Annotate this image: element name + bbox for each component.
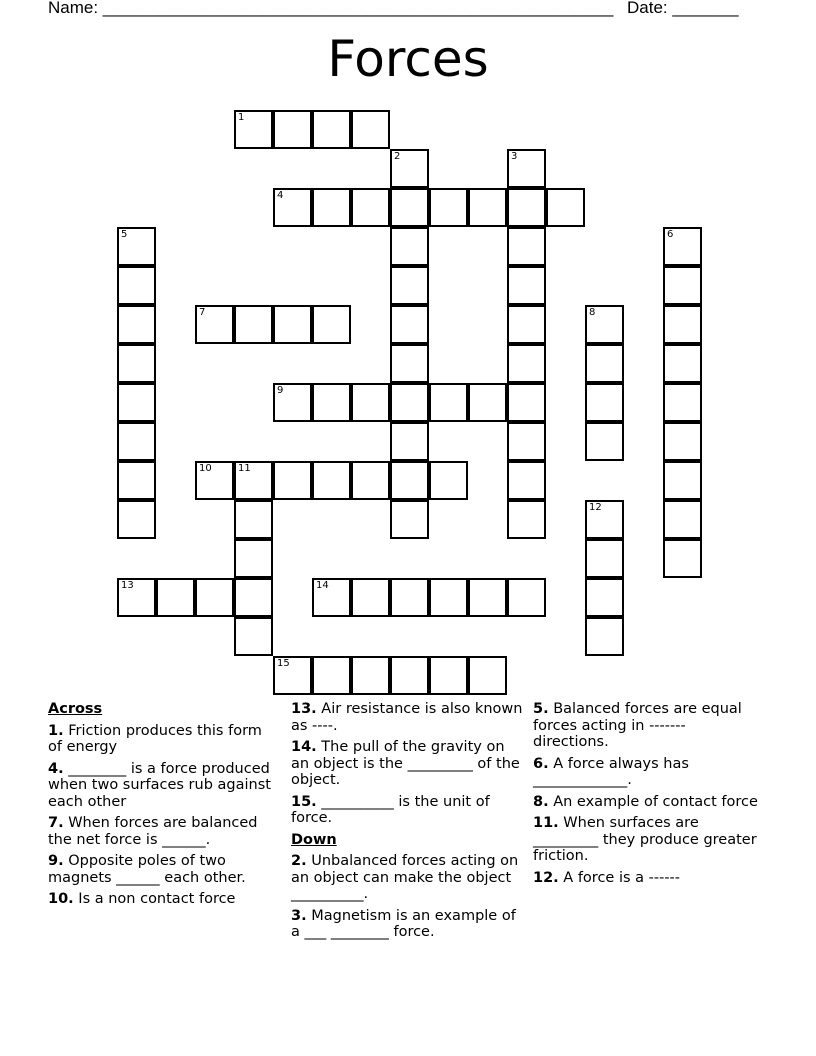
crossword-cell[interactable] bbox=[117, 266, 156, 305]
crossword-cell[interactable] bbox=[468, 383, 507, 422]
crossword-cell[interactable] bbox=[234, 110, 273, 149]
crossword-cell[interactable] bbox=[390, 149, 429, 188]
crossword-cell[interactable] bbox=[468, 188, 507, 227]
crossword-cell[interactable] bbox=[507, 149, 546, 188]
clue-number: 2 bbox=[394, 151, 401, 162]
clue-item-text: An example of contact force bbox=[548, 793, 758, 810]
clue-item-number: 15. bbox=[291, 793, 317, 810]
crossword-cell[interactable] bbox=[507, 227, 546, 266]
crossword-cell[interactable] bbox=[390, 656, 429, 695]
clue-number: 6 bbox=[667, 229, 674, 240]
clue-item-number: 3. bbox=[291, 907, 307, 924]
clue-item-number: 12. bbox=[533, 869, 559, 886]
crossword-cell[interactable] bbox=[390, 461, 429, 500]
clue-item-text: A force is a ------ bbox=[558, 869, 681, 886]
crossword-cell[interactable] bbox=[429, 578, 468, 617]
crossword-cell[interactable] bbox=[156, 578, 195, 617]
crossword-cell[interactable] bbox=[117, 578, 156, 617]
crossword-cell[interactable] bbox=[585, 344, 624, 383]
crossword-cell[interactable] bbox=[546, 188, 585, 227]
crossword-cell[interactable] bbox=[429, 188, 468, 227]
clue-number: 1 bbox=[238, 112, 245, 123]
clue-item-text: A force always has _____________. bbox=[533, 755, 689, 788]
clue-item-number: 10. bbox=[48, 891, 74, 907]
crossword-cell[interactable] bbox=[390, 383, 429, 422]
crossword-cell[interactable] bbox=[390, 188, 429, 227]
crossword-cell[interactable] bbox=[390, 578, 429, 617]
clue-number: 14 bbox=[316, 580, 329, 591]
crossword-cell[interactable] bbox=[351, 188, 390, 227]
crossword-cell[interactable] bbox=[117, 227, 156, 266]
crossword-cell[interactable] bbox=[117, 344, 156, 383]
clue-item-number: 11. bbox=[533, 815, 559, 831]
crossword-cell[interactable] bbox=[117, 422, 156, 461]
crossword-cell[interactable] bbox=[663, 500, 702, 539]
crossword-cell[interactable] bbox=[507, 305, 546, 344]
clue-item-text: Unbalanced forces acting on an object can make the object __________. bbox=[291, 853, 519, 902]
clue-item-number: 6. bbox=[533, 755, 549, 772]
clue-item bbox=[291, 739, 523, 789]
crossword-cell[interactable] bbox=[429, 656, 468, 695]
clue-item-text: The pull of the gravity on an object is the _________ of the object. bbox=[291, 739, 520, 788]
clue-item-text: Balanced forces are equal forces acting in ------- directions. bbox=[533, 701, 742, 750]
clue-item bbox=[291, 853, 523, 903]
crossword-cell[interactable] bbox=[195, 305, 234, 344]
crossword-cell[interactable] bbox=[507, 578, 546, 617]
clue-item-number: 1. bbox=[48, 722, 64, 739]
clue-item bbox=[291, 908, 523, 941]
clues-column-3 bbox=[533, 701, 765, 891]
clue-item bbox=[291, 794, 523, 827]
clue-item bbox=[533, 815, 765, 865]
crossword-cell[interactable] bbox=[234, 461, 273, 500]
crossword-cell[interactable] bbox=[273, 383, 312, 422]
clue-item-text: __________ is the unit of force. bbox=[291, 793, 490, 826]
crossword-cell[interactable] bbox=[507, 266, 546, 305]
crossword-cell[interactable] bbox=[507, 422, 546, 461]
crossword-cell[interactable] bbox=[390, 266, 429, 305]
clue-item bbox=[48, 815, 280, 848]
crossword-cell[interactable] bbox=[585, 422, 624, 461]
crossword-cell[interactable] bbox=[312, 461, 351, 500]
crossword-cell[interactable] bbox=[663, 266, 702, 305]
crossword-cell[interactable] bbox=[585, 539, 624, 578]
date-field[interactable]: Date: _______ bbox=[627, 0, 739, 17]
crossword-cell[interactable] bbox=[195, 578, 234, 617]
clue-item-text: Opposite poles of two magnets ______ each other. bbox=[48, 853, 246, 886]
crossword-cell[interactable] bbox=[273, 461, 312, 500]
crossword-cell[interactable] bbox=[429, 383, 468, 422]
crossword-cell[interactable] bbox=[585, 578, 624, 617]
clue-item bbox=[291, 701, 523, 734]
crossword-cell[interactable] bbox=[585, 617, 624, 656]
clue-number: 15 bbox=[277, 658, 290, 669]
clue-number: 10 bbox=[199, 463, 212, 474]
crossword-cell[interactable] bbox=[117, 305, 156, 344]
crossword-cell[interactable] bbox=[312, 110, 351, 149]
crossword-cell[interactable] bbox=[273, 305, 312, 344]
crossword-cell[interactable] bbox=[312, 578, 351, 617]
crossword-cell[interactable] bbox=[390, 500, 429, 539]
crossword-cell[interactable] bbox=[507, 500, 546, 539]
crossword-cell[interactable] bbox=[273, 656, 312, 695]
clue-item-number: 9. bbox=[48, 853, 64, 869]
crossword-cell[interactable] bbox=[390, 422, 429, 461]
across-heading: Across bbox=[48, 701, 103, 717]
crossword-cell[interactable] bbox=[663, 344, 702, 383]
crossword-cell[interactable] bbox=[663, 422, 702, 461]
clue-number: 11 bbox=[238, 463, 251, 474]
crossword-cell[interactable] bbox=[273, 188, 312, 227]
crossword-cell[interactable] bbox=[507, 344, 546, 383]
crossword-cell[interactable] bbox=[351, 383, 390, 422]
crossword-cell[interactable] bbox=[390, 344, 429, 383]
crossword-cell[interactable] bbox=[663, 383, 702, 422]
crossword-cell[interactable] bbox=[507, 188, 546, 227]
crossword-cell[interactable] bbox=[468, 578, 507, 617]
crossword-cell[interactable] bbox=[234, 539, 273, 578]
clue-item bbox=[533, 870, 765, 887]
clue-item bbox=[48, 891, 280, 908]
clue-item-text: Friction produces this form of energy bbox=[48, 722, 262, 755]
crossword-cell[interactable] bbox=[429, 461, 468, 500]
crossword-cell[interactable] bbox=[273, 110, 312, 149]
clue-item bbox=[533, 701, 765, 751]
crossword-cell[interactable] bbox=[117, 383, 156, 422]
clue-item bbox=[48, 853, 280, 886]
crossword-cell[interactable] bbox=[468, 656, 507, 695]
crossword-cell[interactable] bbox=[390, 305, 429, 344]
crossword-cell[interactable] bbox=[234, 617, 273, 656]
crossword-cell[interactable] bbox=[312, 383, 351, 422]
crossword-cell[interactable] bbox=[351, 461, 390, 500]
name-field[interactable]: Name: ______________________________________________________ bbox=[48, 0, 614, 17]
clue-number: 7 bbox=[199, 307, 206, 318]
clue-item-number: 5. bbox=[533, 701, 549, 717]
clue-item-text: Is a non contact force bbox=[73, 891, 236, 907]
crossword-cell[interactable] bbox=[663, 539, 702, 578]
clue-item-text: When surfaces are _________ they produce greater friction. bbox=[533, 815, 757, 864]
clue-number: 13 bbox=[121, 580, 134, 591]
clue-number: 5 bbox=[121, 229, 128, 240]
clue-item-number: 2. bbox=[291, 853, 307, 869]
clue-item-text: ________ is a force produced when two surfaces rub against each other bbox=[48, 760, 271, 810]
crossword-cell[interactable] bbox=[663, 461, 702, 500]
crossword-cell[interactable] bbox=[351, 656, 390, 695]
clue-item-number: 8. bbox=[533, 793, 549, 810]
clues-column-1 bbox=[48, 701, 280, 913]
clue-number: 3 bbox=[511, 151, 518, 162]
crossword-cell[interactable] bbox=[234, 578, 273, 617]
crossword-cell[interactable] bbox=[585, 305, 624, 344]
crossword-cell[interactable] bbox=[507, 383, 546, 422]
clue-item bbox=[48, 761, 280, 811]
clue-number: 8 bbox=[589, 307, 596, 318]
crossword-cell[interactable] bbox=[234, 305, 273, 344]
down-heading: Down bbox=[291, 831, 337, 848]
crossword-cell[interactable] bbox=[312, 305, 351, 344]
crossword-cell[interactable] bbox=[663, 305, 702, 344]
clue-item-number: 13. bbox=[291, 701, 317, 717]
clue-item-number: 7. bbox=[48, 815, 64, 831]
crossword-cell[interactable] bbox=[585, 500, 624, 539]
clue-number: 4 bbox=[277, 190, 284, 201]
crossword-cell[interactable] bbox=[351, 578, 390, 617]
crossword-cell[interactable] bbox=[390, 227, 429, 266]
clue-number: 12 bbox=[589, 502, 602, 513]
clue-item bbox=[48, 723, 280, 756]
crossword-cell[interactable] bbox=[117, 461, 156, 500]
clue-item bbox=[533, 756, 765, 789]
crossword-cell[interactable] bbox=[312, 188, 351, 227]
crossword-cell[interactable] bbox=[585, 383, 624, 422]
clues-column-2 bbox=[291, 701, 523, 946]
crossword-cell[interactable] bbox=[195, 461, 234, 500]
clue-item-number: 14. bbox=[291, 739, 317, 755]
crossword-cell[interactable] bbox=[351, 110, 390, 149]
clue-item-number: 4. bbox=[48, 760, 64, 777]
crossword-cell[interactable] bbox=[507, 461, 546, 500]
clue-item bbox=[533, 794, 765, 811]
clue-item-text: Air resistance is also known as ----. bbox=[291, 701, 523, 734]
crossword-cell[interactable] bbox=[312, 656, 351, 695]
crossword-cell[interactable] bbox=[663, 227, 702, 266]
clue-item-text: When forces are balanced the net force is ______. bbox=[48, 815, 258, 848]
clue-item-text: Magnetism is an example of a ___ ________ force. bbox=[291, 907, 516, 940]
crossword-cell[interactable] bbox=[234, 500, 273, 539]
clue-number: 9 bbox=[277, 385, 284, 396]
page-title: Forces bbox=[327, 30, 489, 88]
crossword-cell[interactable] bbox=[117, 500, 156, 539]
